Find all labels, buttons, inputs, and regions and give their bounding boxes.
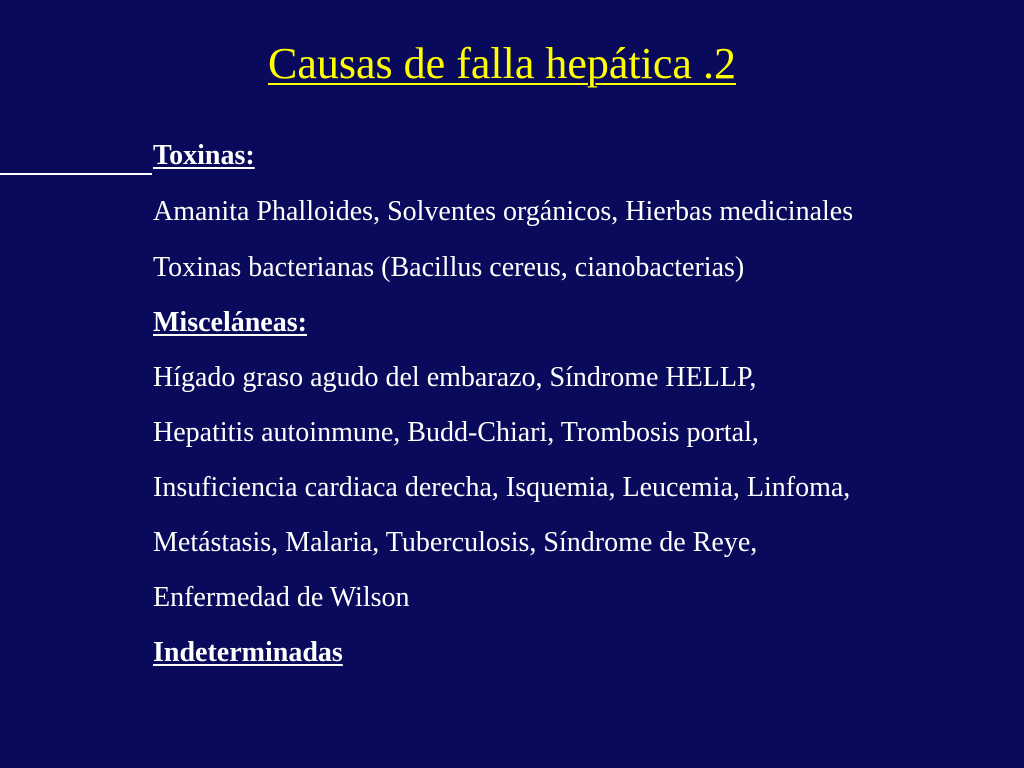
miscelaneas-line-3: Insuficiencia cardiaca derecha, Isquemia, Leucemia, Linfoma,	[153, 472, 851, 503]
slide-title: Causas de falla hepática .2	[268, 39, 736, 88]
toxinas-heading: Toxinas:	[153, 140, 255, 171]
miscelaneas-line-4: Metástasis, Malaria, Tuberculosis, Síndrome de Reye,	[153, 527, 758, 558]
heading-rule-line	[0, 173, 152, 175]
miscelaneas-heading: Misceláneas:	[153, 307, 307, 338]
toxinas-line-1: Amanita Phalloides, Solventes orgánicos, Hierbas medicinales	[153, 196, 854, 227]
indeterminadas-heading: Indeterminadas	[153, 637, 343, 668]
miscelaneas-line-5: Enfermedad de Wilson	[153, 582, 410, 613]
miscelaneas-line-1: Hígado graso agudo del embarazo, Síndrome HELLP,	[153, 362, 757, 393]
toxinas-line-2: Toxinas bacterianas (Bacillus cereus, cianobacterias)	[153, 252, 745, 283]
miscelaneas-line-2: Hepatitis autoinmune, Budd-Chiari, Trombosis portal,	[153, 417, 759, 448]
